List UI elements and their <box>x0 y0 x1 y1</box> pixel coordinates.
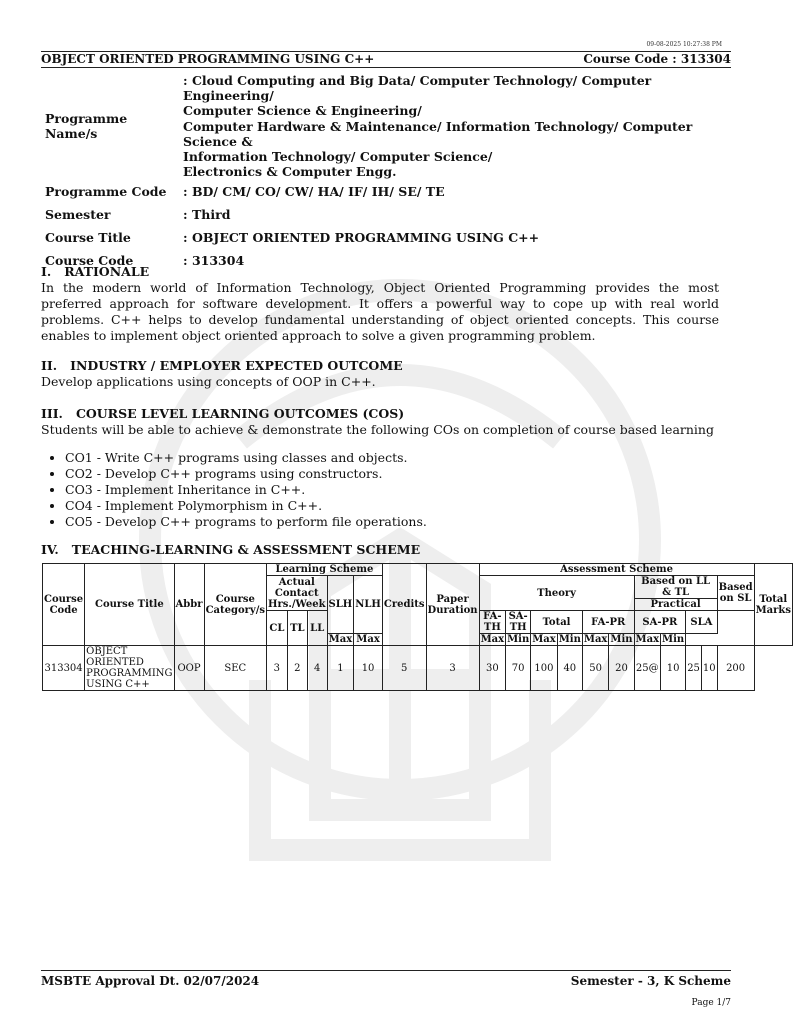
th-min: Min <box>558 634 581 645</box>
scheme-heading: IV. TEACHING-LEARNING & ASSESSMENT SCHEME <box>41 542 421 557</box>
th-tl: TL <box>287 611 307 646</box>
course-title-value: : OBJECT ORIENTED PROGRAMMING USING C++ <box>183 230 540 246</box>
th-max: Max <box>480 634 505 645</box>
list-item: • CO4 - Implement Polymorphism in C++. <box>65 498 719 514</box>
th-sa-pr: SA-PR <box>634 611 686 634</box>
table-row: 313304 OBJECT ORIENTED PROGRAMMING USING C++ OOP SEC 3 2 4 1 10 5 3 30 70 100 40 50 20 25@ 10 25 10 200 <box>43 646 793 691</box>
th-sa-th: SA-TH <box>506 611 531 634</box>
rationale-heading: I. RATIONALE <box>41 264 150 279</box>
th-min: Min <box>610 634 633 645</box>
document-header <box>41 51 731 68</box>
th-ll: LL <box>307 611 327 646</box>
th-based-sl: Based on SL <box>717 576 754 611</box>
semester-value: : Third <box>183 207 231 223</box>
header-course-name: OBJECT ORIENTED PROGRAMMING USING C++ <box>41 52 375 66</box>
course-title-label: Course Title <box>45 230 131 246</box>
list-item: • CO2 - Develop C++ programs using constructors. <box>65 466 719 482</box>
course-code-label: Course Code <box>45 253 134 269</box>
th-total: Total <box>531 611 583 634</box>
print-timestamp: 09-08-2025 10:27:38 PM <box>646 41 722 48</box>
th-category: Course Category/s <box>204 564 266 646</box>
footer-approval: MSBTE Approval Dt. 02/07/2024 <box>41 974 260 988</box>
list-item: • CO5 - Develop C++ programs to perform file operations. <box>65 514 719 530</box>
programme-code-value: : BD/ CM/ CO/ CW/ HA/ IF/ IH/ SE/ TE <box>183 184 445 200</box>
assessment-scheme-table <box>42 563 793 691</box>
th-max: Max <box>583 634 608 645</box>
th-credits: Credits <box>382 564 426 646</box>
course-code-value: : 313304 <box>183 253 245 269</box>
th-practical: Practical <box>634 599 717 611</box>
th-min: Min <box>662 634 685 645</box>
th-sla: SLA <box>686 611 717 634</box>
th-learning-scheme: Learning Scheme <box>267 564 383 576</box>
document-footer <box>41 970 731 988</box>
th-max: Max <box>328 634 353 645</box>
th-theory: Theory <box>479 576 634 611</box>
th-fa-pr: FA-PR <box>582 611 634 634</box>
th-abbr: Abbr <box>174 564 204 646</box>
course-info-table <box>42 72 732 272</box>
cos-heading: III. COURSE LEVEL LEARNING OUTCOMES (COS) <box>41 406 405 421</box>
programme-names-value: : Cloud Computing and Big Data/ Computer Technology/ Computer Engineering/ Computer Science & Engineering/ Computer Hardware & Maintenance/ Information Technology/ Computer Science & Information Technology/ Computer Science/ Electronics & Computer Engg. <box>183 73 693 180</box>
industry-text: Develop applications using concepts of OOP in C++. <box>41 374 376 389</box>
rationale-section <box>41 264 719 344</box>
scheme-section <box>41 542 719 558</box>
list-item: • CO1 - Write C++ programs using classes and objects. <box>65 450 719 466</box>
rationale-text: In the modern world of Information Technology, Object Oriented Programming provides the most preferred approach for software development. It offers a powerful way to cope up with real world problems. C++ helps to develop fundamental understanding of object oriented concepts. This course enables to implement object oriented approach to solve a given programming problem. <box>41 280 719 343</box>
header-course-code: Course Code : 313304 <box>583 52 731 66</box>
list-item: • CO3 - Implement Inheritance in C++. <box>65 482 719 498</box>
page-number: Page 1/7 <box>691 998 731 1008</box>
programme-names-label: Programme Name/s <box>45 111 128 142</box>
cos-section <box>41 406 719 530</box>
th-min: Min <box>507 634 530 645</box>
th-slh: SLH <box>327 576 354 634</box>
industry-heading: II. INDUSTRY / EMPLOYER EXPECTED OUTCOME <box>41 358 403 373</box>
programme-code-label: Programme Code <box>45 184 167 200</box>
th-course-title: Course Title <box>85 564 174 646</box>
semester-label: Semester <box>45 207 111 223</box>
th-paper-duration: Paper Duration <box>426 564 479 646</box>
th-assessment-scheme: Assessment Scheme <box>479 564 754 576</box>
footer-scheme: Semester - 3, K Scheme <box>570 974 731 988</box>
th-nlh: NLH <box>354 576 383 634</box>
cos-list <box>41 450 719 530</box>
th-max: Max <box>354 634 383 646</box>
th-course-code: Course Code <box>43 564 85 646</box>
th-fa-th: FA-TH <box>479 611 506 634</box>
th-max: Max <box>635 634 660 645</box>
industry-section <box>41 358 719 390</box>
th-max: Max <box>532 634 556 645</box>
cos-intro: Students will be able to achieve & demonstrate the following COs on completion of course based learning <box>41 422 714 437</box>
th-actual-contact: Actual Contact Hrs./Week <box>268 576 326 610</box>
th-total-marks: Total Marks <box>754 564 792 646</box>
th-based-ll-tl: Based on LL & TL <box>634 576 717 599</box>
th-cl: CL <box>267 611 288 646</box>
